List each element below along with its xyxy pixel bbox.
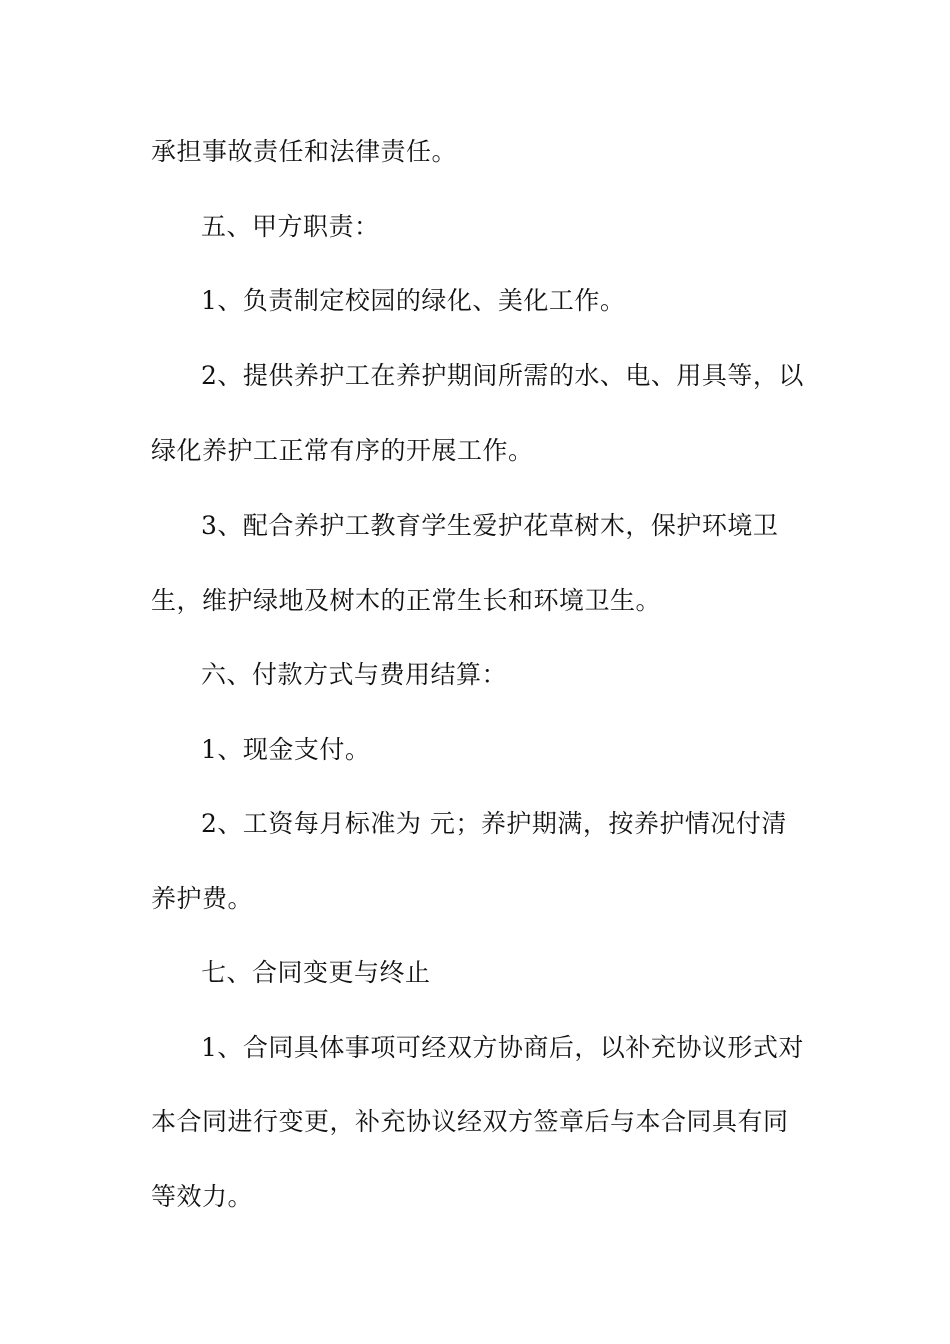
paragraph-line: 绿化养护工正常有序的开展工作。: [151, 436, 534, 465]
paragraph-line: 承担事故责任和法律责任。: [151, 137, 458, 166]
paragraph-line: 等效力。: [151, 1182, 254, 1211]
paragraph-line: 3、配合养护工教育学生爱护花草树木，保护环境卫: [201, 511, 779, 540]
paragraph-line: 1、负责制定校园的绿化、美化工作。: [201, 286, 626, 315]
paragraph-line: 养护费。: [151, 884, 254, 913]
section-heading: 七、合同变更与终止: [201, 958, 431, 987]
paragraph-line: 2、提供养护工在养护期间所需的水、电、用具等，以: [201, 361, 804, 390]
paragraph-line: 1、合同具体事项可经双方协商后，以补充协议形式对: [201, 1033, 804, 1062]
paragraph-line: 2、工资每月标准为 元；养护期满，按养护情况付清: [201, 809, 787, 838]
paragraph-line: 1、现金支付。: [201, 735, 371, 764]
paragraph-line: 本合同进行变更，补充协议经双方签章后与本合同具有同: [151, 1107, 789, 1136]
section-heading: 六、付款方式与费用结算：: [201, 660, 508, 689]
paragraph-line: 生，维护绿地及树木的正常生长和环境卫生。: [151, 586, 662, 615]
section-heading: 五、甲方职责：: [201, 212, 380, 241]
